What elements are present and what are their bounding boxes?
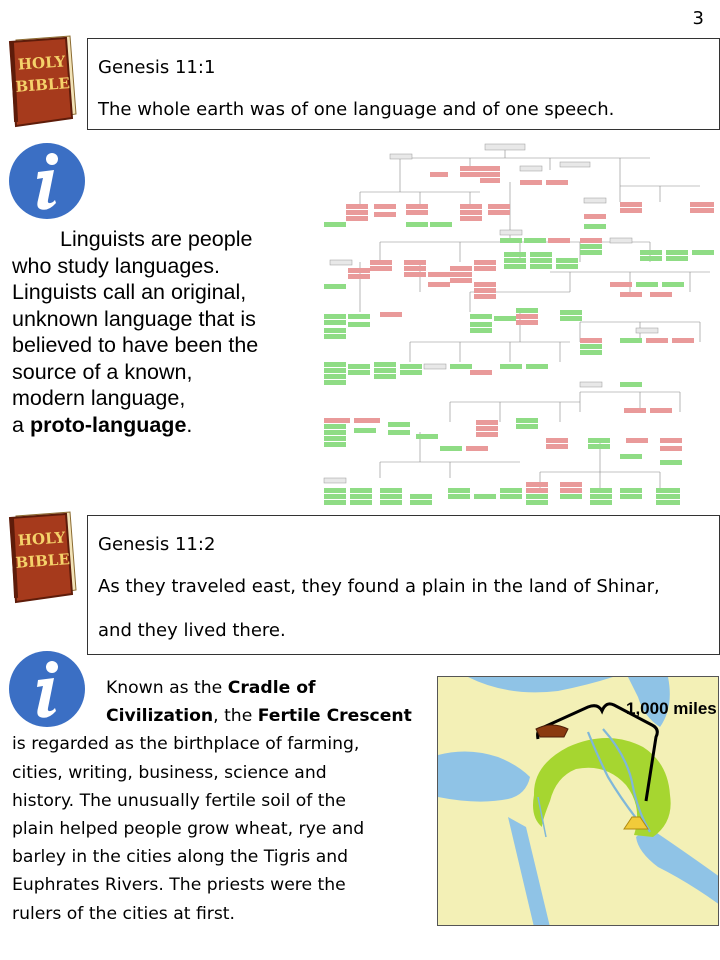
fc-line: plain helped people grow wheat, rye and bbox=[12, 819, 365, 840]
fertile-crescent-paragraph bbox=[12, 674, 432, 928]
verse-text-line-2: and they lived there. bbox=[98, 620, 286, 641]
civilization-term: Civilization bbox=[106, 706, 214, 727]
linguists-paragraph bbox=[12, 226, 302, 438]
fertile-crescent-map bbox=[437, 676, 719, 926]
fertile-crescent-term: Fertile Crescent bbox=[257, 706, 412, 727]
fc-line: cities, writing, business, science and bbox=[12, 762, 327, 783]
linguists-line: unknown language that is bbox=[12, 306, 256, 331]
cradle-term: Cradle of bbox=[227, 678, 316, 698]
fc-line: rulers of the cities at first. bbox=[12, 903, 236, 924]
bible-label-top: HOLY bbox=[17, 52, 66, 74]
linguists-line: Linguists are people bbox=[60, 227, 253, 251]
fc-text-span: , the bbox=[213, 706, 258, 727]
fc-line bbox=[12, 702, 432, 730]
verse-box-2 bbox=[87, 515, 720, 655]
verse-box-1 bbox=[87, 38, 720, 130]
linguists-line: Linguists call an original, bbox=[12, 280, 247, 304]
bible-label-bottom: BIBLE bbox=[14, 550, 71, 572]
linguists-suffix: . bbox=[186, 412, 193, 437]
tree-nodes bbox=[324, 144, 714, 505]
distance-label: 1,000 miles bbox=[626, 699, 717, 718]
fc-line: barley in the cities along the Tigris and bbox=[12, 847, 349, 868]
linguists-line: believed to have been the bbox=[12, 333, 259, 357]
fc-line: history. The unusually fertile soil of the bbox=[12, 790, 347, 811]
linguists-line: source of a known, bbox=[12, 359, 193, 384]
verse-reference: Genesis 11:2 bbox=[98, 534, 216, 555]
fc-line bbox=[12, 674, 432, 702]
verse-reference: Genesis 11:1 bbox=[98, 57, 216, 78]
verse-text-line-1: As they traveled east, they found a plain in the land of Shinar, bbox=[98, 576, 660, 597]
linguists-last-line bbox=[12, 412, 302, 439]
holy-bible-icon bbox=[6, 34, 84, 128]
proto-language-term: proto-language bbox=[29, 412, 187, 437]
verse-text: The whole earth was of one language and of one speech. bbox=[98, 99, 615, 120]
info-icon bbox=[8, 142, 86, 220]
linguists-prefix: a bbox=[12, 412, 30, 437]
bible-label-bottom: BIBLE bbox=[14, 74, 71, 96]
page-number: 3 bbox=[692, 8, 704, 29]
bible-label-top: HOLY bbox=[17, 528, 66, 550]
linguists-line: who study languages. bbox=[12, 253, 220, 278]
fc-line: is regarded as the birthplace of farming, bbox=[12, 734, 360, 755]
linguists-line: modern language, bbox=[12, 386, 186, 410]
fc-text-span: Known as the bbox=[106, 678, 228, 698]
fc-line: Euphrates Rivers. The priests were the bbox=[12, 875, 346, 896]
holy-bible-icon bbox=[6, 510, 84, 604]
language-family-tree-diagram bbox=[320, 142, 720, 512]
